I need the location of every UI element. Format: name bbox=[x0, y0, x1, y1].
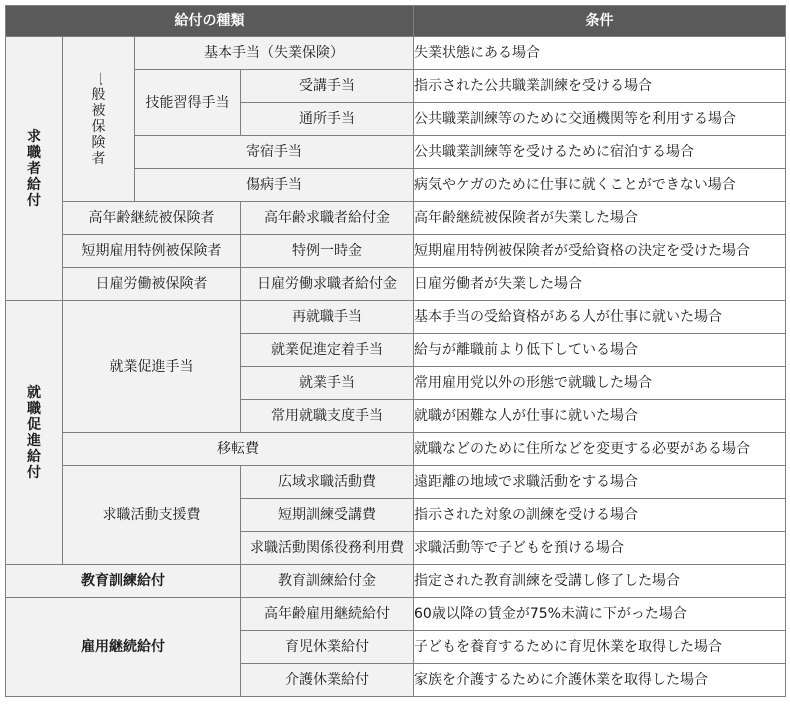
benefit-condition: 求職活動等で子どもを預ける場合 bbox=[414, 532, 786, 565]
benefit-name: 教育訓練給付金 bbox=[241, 565, 414, 598]
category-char: 求 bbox=[27, 128, 41, 145]
category-char: 進 bbox=[27, 432, 41, 449]
benefit-condition: 家族を介護するために介護休業を取得した場合 bbox=[414, 664, 786, 697]
group-sokushin: 就業促進手当 bbox=[63, 301, 241, 433]
benefit-name: 特例一時金 bbox=[241, 235, 414, 268]
benefits-table bbox=[5, 5, 786, 697]
category-char: 給 bbox=[27, 448, 41, 465]
category-shushoku bbox=[6, 301, 63, 565]
table-row bbox=[6, 202, 786, 235]
benefit-name: 短期訓練受講費 bbox=[241, 499, 414, 532]
table-row bbox=[6, 565, 786, 598]
header-condition: 条件 bbox=[414, 6, 786, 37]
benefit-condition: 給与が離職前より低下している場合 bbox=[414, 334, 786, 367]
group-general-insured bbox=[63, 37, 135, 202]
benefit-condition: 公共職業訓練等のために交通機関等を利用する場合 bbox=[414, 103, 786, 136]
table-row bbox=[6, 598, 786, 631]
group-label: 日雇労働被保険者 bbox=[63, 268, 241, 301]
benefit-condition: 子どもを養育するために育児休業を取得した場合 bbox=[414, 631, 786, 664]
group-label: 高年齢継続被保険者 bbox=[63, 202, 241, 235]
group-katsudo: 求職活動支援費 bbox=[63, 466, 241, 565]
benefit-name: 寄宿手当 bbox=[135, 136, 414, 169]
table-row bbox=[6, 433, 786, 466]
benefit-condition: 失業状態にある場合 bbox=[414, 37, 786, 70]
benefit-name: 傷病手当 bbox=[135, 169, 414, 202]
group-char: 保 bbox=[91, 119, 106, 135]
benefit-condition: 常用雇用党以外の形態で就職した場合 bbox=[414, 367, 786, 400]
benefit-condition: 日雇労働者が失業した場合 bbox=[414, 268, 786, 301]
benefit-name: 高年齢雇用継続給付 bbox=[241, 598, 414, 631]
benefit-condition: 病気やケガのために仕事に就くことができない場合 bbox=[414, 169, 786, 202]
benefit-name: 高年齢求職者給付金 bbox=[241, 202, 414, 235]
group-char: 険 bbox=[91, 135, 106, 151]
category-koyo: 雇用継続給付 bbox=[6, 598, 241, 697]
benefit-name: 求職活動関係役務利用費 bbox=[241, 532, 414, 565]
benefit-name: 常用就職支度手当 bbox=[241, 400, 414, 433]
table-row bbox=[6, 268, 786, 301]
benefit-name: 就業手当 bbox=[241, 367, 414, 400]
benefit-name: 育児休業給付 bbox=[241, 631, 414, 664]
benefit-condition: 就職などのために住所などを変更する必要がある場合 bbox=[414, 433, 786, 466]
group-char: 般 bbox=[91, 87, 106, 103]
category-char: 職 bbox=[27, 144, 41, 161]
benefit-condition: 遠距離の地域で求職活動をする場合 bbox=[414, 466, 786, 499]
header-row bbox=[6, 6, 786, 37]
category-kyoiku: 教育訓練給付 bbox=[6, 565, 241, 598]
benefit-name: 介護休業給付 bbox=[241, 664, 414, 697]
benefit-name: 日雇労働求職者給付金 bbox=[241, 268, 414, 301]
group-char: 被 bbox=[91, 103, 106, 119]
benefit-name: 通所手当 bbox=[241, 103, 414, 136]
benefit-name: 就業促進定着手当 bbox=[241, 334, 414, 367]
benefit-name: 受講手当 bbox=[241, 70, 414, 103]
benefit-condition: 指示された対象の訓練を受ける場合 bbox=[414, 499, 786, 532]
category-char: 付 bbox=[27, 464, 41, 481]
category-char: 職 bbox=[27, 400, 41, 417]
category-char: 者 bbox=[27, 160, 41, 177]
table-row bbox=[6, 37, 786, 70]
category-char: 給 bbox=[27, 176, 41, 193]
group-label: 短期雇用特例被保険者 bbox=[63, 235, 241, 268]
table-row bbox=[6, 301, 786, 334]
benefit-condition: 公共職業訓練等を受けるために宿泊する場合 bbox=[414, 136, 786, 169]
benefit-condition: 60歳以降の賃金が75%未満に下がった場合 bbox=[414, 598, 786, 631]
benefit-condition: 就職が困難な人が仕事に就いた場合 bbox=[414, 400, 786, 433]
benefit-condition: 指示された公共職業訓練を受ける場合 bbox=[414, 70, 786, 103]
benefit-condition: 高年齢継続被保険者が失業した場合 bbox=[414, 202, 786, 235]
group-char: 一 bbox=[90, 72, 107, 86]
benefit-condition: 指定された教育訓練を受講し修了した場合 bbox=[414, 565, 786, 598]
benefit-name: 再就職手当 bbox=[241, 301, 414, 334]
category-char: 就 bbox=[27, 384, 41, 401]
benefit-name: 広域求職活動費 bbox=[241, 466, 414, 499]
header-type: 給付の種類 bbox=[6, 6, 414, 37]
table-row bbox=[6, 235, 786, 268]
benefit-name: 移転費 bbox=[63, 433, 414, 466]
category-char: 促 bbox=[27, 416, 41, 433]
benefit-condition: 基本手当の受給資格がある人が仕事に就いた場合 bbox=[414, 301, 786, 334]
table-row bbox=[6, 466, 786, 499]
category-kyushokusha bbox=[6, 37, 63, 301]
group-char: 者 bbox=[91, 151, 106, 167]
benefits-table-page bbox=[5, 5, 785, 699]
group-gino: 技能習得手当 bbox=[135, 70, 241, 136]
benefit-condition: 短期雇用特例被保険者が受給資格の決定を受けた場合 bbox=[414, 235, 786, 268]
category-char: 付 bbox=[27, 192, 41, 209]
benefit-name: 基本手当（失業保険） bbox=[135, 37, 414, 70]
